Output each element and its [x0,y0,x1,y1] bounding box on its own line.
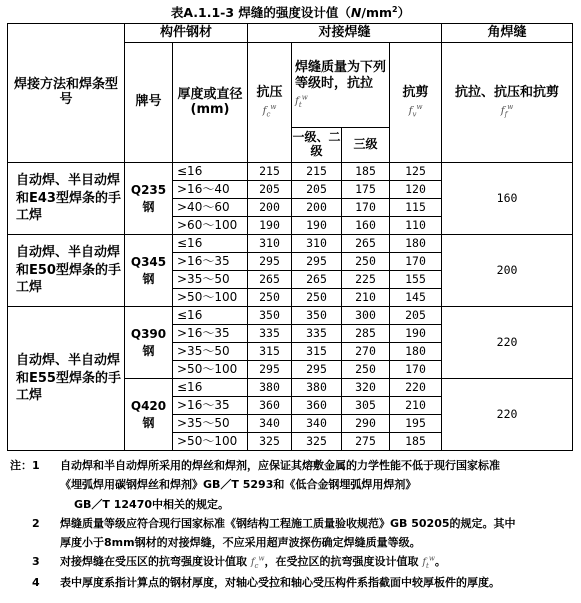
fv-cell: 145 [390,289,442,307]
fc-cell: 310 [248,235,292,253]
header-shear-text: 抗剪 [402,85,429,101]
symbol-fc-f: f [262,104,267,117]
symbol-fc-inline [250,554,265,571]
fc-cell: 265 [248,271,292,289]
ft12-cell: 340 [292,415,342,433]
symbol-ft-sub: t [298,101,302,110]
thickness-cell: >35～50 [173,343,248,361]
header-level12: 一级、二级 [292,128,342,163]
note-number: 1 [32,459,40,472]
grade-cell: Q235钢 [125,163,173,235]
fc-cell: 335 [248,325,292,343]
fc-cell: 360 [248,397,292,415]
fv-cell: 125 [390,163,442,181]
symbol-ft-inline [422,554,435,571]
symbol-ff-sub: f [504,110,508,119]
method-cell: 自动焊、半目动焊和E43型焊条的手工焊 [8,163,125,235]
note-text: 焊缝质量等级应符合现行国家标准《钢结构工程施工质量验收规范》GB 50205的规定。其中 [60,516,516,530]
note-number: 3 [32,555,40,569]
symbol-fc-inline-sup: w [258,554,265,563]
note-number: 4 [32,575,40,589]
fc-cell: 350 [248,307,292,325]
fv-cell: 170 [390,361,442,379]
grade-cell: Q390钢 [125,307,173,379]
symbol-ft-inline-sub: t [426,562,429,571]
thickness-cell: >50～100 [173,289,248,307]
thickness-cell: >16～35 [173,253,248,271]
note-text: 表中厚度系指计算点的钢材厚度，对轴心受拉和轴心受压构件系指截面中较厚板件的厚度。 [60,575,500,589]
thickness-cell: >50～100 [173,433,248,451]
ft12-cell: 265 [292,271,342,289]
grade-cell: Q345钢 [125,235,173,307]
ft3-cell: 175 [342,181,390,199]
ft3-cell: 225 [342,271,390,289]
symbol-fv-f: f [408,104,413,117]
header-shear [390,43,442,163]
note-3-part-a: 对接焊缝在受压区的抗弯强度设计值取 [60,555,247,569]
fillet-cell: 200 [442,235,573,307]
weld-strength-table [7,23,573,451]
thickness-cell: >16～40 [173,181,248,199]
note-text: GB／T 12470中相关的规定。 [74,497,230,511]
table-row [8,307,573,325]
title-unit-n: N [350,5,362,20]
ft12-cell: 380 [292,379,342,397]
header-member-steel: 构件钢材 [125,24,248,43]
title-text: 表A.1.1-3 焊缝的强度设计值（ [170,5,351,20]
note-text [60,552,572,572]
ft3-cell: 160 [342,217,390,235]
note-2 [10,514,572,533]
ft12-cell: 190 [292,217,342,235]
fv-cell: 110 [390,217,442,235]
symbol-ff-sup: w [507,103,514,112]
fc-cell: 315 [248,343,292,361]
header-fillet-weld: 角焊缝 [442,24,573,43]
symbol-ft [295,93,308,110]
ft3-cell: 210 [342,289,390,307]
table-row [8,235,573,253]
notes-label: 注： [10,459,32,472]
fv-cell: 205 [390,307,442,325]
thickness-cell: ≤16 [173,163,248,181]
grade-cell: Q420钢 [125,379,173,451]
fc-cell: 295 [248,253,292,271]
note-indent [10,573,32,592]
ft3-cell: 285 [342,325,390,343]
ft12-cell: 310 [292,235,342,253]
symbol-fv-sub: v [412,110,417,119]
ft12-cell: 295 [292,253,342,271]
ft3-cell: 250 [342,361,390,379]
fc-cell: 380 [248,379,292,397]
thickness-cell: >35～50 [173,271,248,289]
ft3-cell: 320 [342,379,390,397]
note-indent [10,514,32,533]
symbol-ff [442,103,572,119]
fillet-cell: 220 [442,307,573,379]
header-method: 焊接方法和焊条型号 [8,24,125,163]
note-1 [10,456,572,475]
thickness-cell: >60～100 [173,217,248,235]
fc-cell: 325 [248,433,292,451]
title-unit-exp: 2 [392,4,398,14]
ft12-cell: 360 [292,397,342,415]
ft3-cell: 265 [342,235,390,253]
note-3 [10,552,572,572]
ft12-cell: 250 [292,289,342,307]
ft12-cell: 295 [292,361,342,379]
ft12-cell: 205 [292,181,342,199]
fv-cell: 180 [390,235,442,253]
header-thickness-text: 厚度或直径(mm) [177,86,243,117]
fc-cell: 340 [248,415,292,433]
fv-cell: 185 [390,433,442,451]
ft3-cell: 270 [342,343,390,361]
fillet-cell: 160 [442,163,573,235]
ft12-cell: 350 [292,307,342,325]
header-level3: 三级 [342,128,390,163]
note-4 [10,573,572,592]
symbol-ft-inline-f: f [422,557,427,569]
ft3-cell: 275 [342,433,390,451]
thickness-cell: ≤16 [173,235,248,253]
ft3-cell: 170 [342,199,390,217]
header-thickness [173,43,248,163]
header-quality-tension-text: 焊缝质量为下列等级时，抗拉 [295,59,387,92]
fv-cell: 155 [390,271,442,289]
fv-cell: 180 [390,343,442,361]
note-3-part-c: 。 [434,555,446,569]
thickness-cell: >35～50 [173,415,248,433]
note-text: 自动焊和半自动焊所采用的焊丝和焊剂，应保证其熔敷金属的力学性能不低于现行国家标准 [60,459,500,472]
fc-cell: 200 [248,199,292,217]
symbol-ft-f: f [295,95,299,108]
note-indent [10,552,32,572]
symbol-ft-sup: w [301,93,308,102]
symbol-fv-sup: w [416,103,423,112]
title-unit-rest: /mm [361,5,393,20]
thickness-cell: ≤16 [173,379,248,397]
ft12-cell: 325 [292,433,342,451]
symbol-fc [248,103,291,119]
header-fillet-prefix: 抗 [455,85,469,101]
fv-cell: 220 [390,379,442,397]
method-cell: 自动焊、半自动焊和E55型焊条的手工焊 [8,307,125,451]
fc-cell: 215 [248,163,292,181]
thickness-cell: >16～35 [173,397,248,415]
ft3-cell: 250 [342,253,390,271]
method-cell: 自动焊、半自动焊和E50型焊条的手工焊 [8,235,125,307]
ft12-cell: 200 [292,199,342,217]
symbol-fc-sup: w [270,103,277,112]
notes-section [10,456,572,592]
symbol-fc-inline-sub: c [254,562,259,571]
fc-cell: 190 [248,217,292,235]
header-fillet-all [442,43,573,163]
ft3-cell: 305 [342,397,390,415]
ft3-cell: 185 [342,163,390,181]
ft12-cell: 215 [292,163,342,181]
symbol-ft-inline-sup: w [428,554,435,563]
fv-cell: 120 [390,181,442,199]
fv-cell: 190 [390,325,442,343]
ft12-cell: 315 [292,343,342,361]
header-fillet-all-text: 拉、抗压和抗剪 [468,85,560,101]
header-compression [248,43,292,163]
symbol-fc-inline-f: f [250,557,255,569]
ft3-cell: 290 [342,415,390,433]
thickness-cell: >40～60 [173,199,248,217]
title-suffix: ） [397,5,411,20]
symbol-fv [390,103,441,119]
note-text: 厚度小于8mm钢材的对接焊缝，不应采用超声波探伤确定焊缝质量等级。 [60,536,421,549]
ft12-cell: 335 [292,325,342,343]
fv-cell: 210 [390,397,442,415]
thickness-cell: >16～35 [173,325,248,343]
fv-cell: 115 [390,199,442,217]
fc-cell: 295 [248,361,292,379]
thickness-cell: >50～100 [173,361,248,379]
symbol-ff-f: f [500,104,505,117]
fillet-cell: 220 [442,379,573,451]
fv-cell: 195 [390,415,442,433]
symbol-fc-sub: c [266,110,271,119]
fv-cell: 170 [390,253,442,271]
ft3-cell: 300 [342,307,390,325]
note-3-part-b: ，在受拉区的抗弯强度设计值取 [264,555,419,569]
header-compression-text: 抗压 [256,85,283,101]
fc-cell: 205 [248,181,292,199]
note-text: 《埋弧焊用碳钢焊丝和焊剂》GB／T 5293和《低合金钢埋弧焊用焊剂》 [60,478,417,492]
table-title [0,3,581,21]
thickness-cell: ≤16 [173,307,248,325]
header-butt-weld: 对接焊缝 [248,24,442,43]
header-grade: 牌号 [125,43,173,163]
note-number: 2 [32,516,40,530]
fc-cell: 250 [248,289,292,307]
header-quality-tension [292,43,390,128]
table-row [8,163,573,181]
